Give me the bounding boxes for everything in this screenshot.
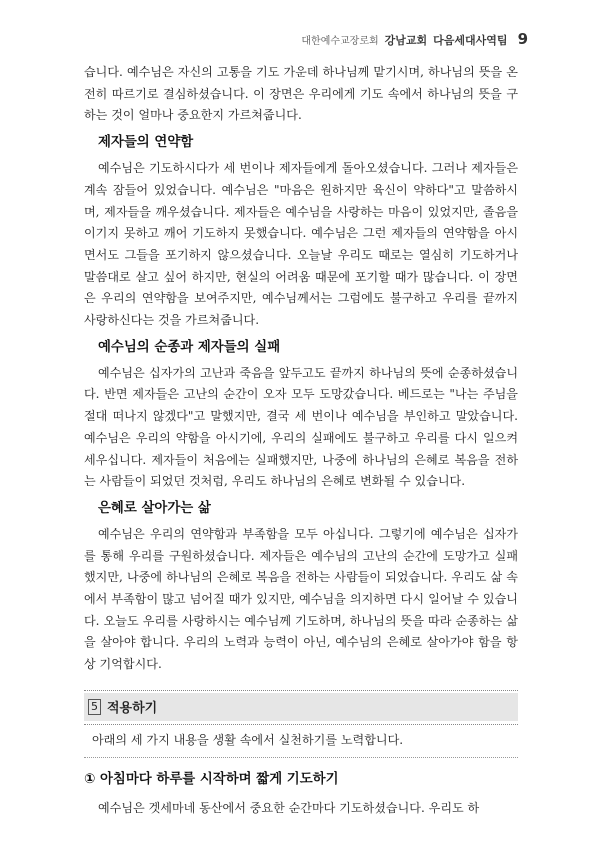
section-paragraph-weakness: 예수님은 기도하시다가 세 번이나 제자들에게 돌아오셨습니다. 그러나 제자들은 계속 잠들어 있었습니다. 예수님은 "마음은 원하지만 육신이 약하다"고 말씀하시며, 제자들을 깨우셨습니다. 제자들은 예수님을 사랑하는 마음이 있었지만, 졸음을 이기지 못하고 깨어 기도하지 못했습니다. 예수님은 그런 제자들의 연약함을 아시면서도 그들을 포기하지 않으셨습니다. 오늘날 우리도 때로는 열심히 기도하거나 말씀대로 살고 싶어 하지만, 현실의 어려움 때문에 포기할 때가 많습니다. 이 장면은 우리의 연약함을 보여주지만, 예수님께서는 그럼에도 불구하고 우리를 끝까지 사랑하신다는 것을 가르쳐줍니다.	[84, 161, 518, 328]
apply-title: 적용하기	[107, 701, 158, 717]
intro-paragraph: 습니다. 예수님은 자신의 고통을 기도 가운데 하나님께 맡기시며, 하나님의 뜻을 온전히 따르기로 결심하셨습니다. 이 장면은 우리에게 기도 속에서 하나님의 뜻을 구하는 것이 얼마나 중요한지 가르쳐줍니다.	[84, 65, 518, 123]
section-heading-grace: 은혜로 살아가는 삶	[98, 500, 211, 516]
header-team: 다음세대사역팀	[433, 34, 508, 47]
page-content	[84, 62, 518, 820]
apply-item-1-title: ① 아침마다 하루를 시작하며 짧게 기도하기	[84, 771, 339, 787]
apply-top-divider	[84, 690, 518, 691]
section-heading-obedience: 예수님의 순종과 제자들의 실패	[98, 339, 281, 355]
apply-section-header	[84, 693, 518, 721]
apply-number-box: 5	[88, 699, 101, 715]
header-org: 대한예수교장로회	[301, 36, 379, 47]
page-number: 9	[517, 30, 528, 48]
apply-item-1-paragraph: 예수님은 겟세마네 동산에서 중요한 순간마다 기도하셨습니다. 우리도 하	[98, 800, 480, 815]
section-paragraph-obedience: 예수님은 십자가의 고난과 죽음을 앞두고도 끝까지 하나님의 뜻에 순종하셨습니다. 반면 제자들은 고난의 순간이 오자 모두 도망갔습니다. 베드로는 "나는 주님을 절대 떠나지 않겠다"고 말했지만, 결국 세 번이나 예수님을 부인하고 말았습니다. 예수님은 우리의 약함을 아시기에, 우리의 실패에도 불구하고 우리를 다시 일으켜 세우십니다. 제자들이 처음에는 실패했지만, 나중에 하나님의 은혜로 복음을 전하는 사람들이 되었던 것처럼, 우리도 하나님의 은혜로 변화될 수 있습니다.	[84, 365, 518, 489]
header-church: 강남교회	[384, 34, 428, 47]
section-heading-weakness: 제자들의 연약함	[98, 135, 194, 151]
section-paragraph-grace: 예수님은 우리의 연약함과 부족함을 모두 아십니다. 그렇기에 예수님은 십자가를 통해 우리를 구원하셨습니다. 제자들은 예수님의 고난의 순간에 도망가고 실패했지만, 나중에 하나님의 은혜로 복음을 전하는 사람들이 되었습니다. 우리도 삶 속에서 부족함이 많고 넘어질 때가 있지만, 예수님을 의지하면 다시 일어날 수 있습니다. 오늘도 우리를 사랑하시는 예수님께 기도하며, 하나님의 뜻을 따라 순종하는 삶을 살아야 합니다. 우리의 노력과 능력이 아닌, 예수님의 은혜로 살아가야 함을 항상 기억합시다.	[84, 526, 518, 672]
apply-instruction-divider	[84, 757, 518, 758]
page-header	[301, 30, 528, 48]
apply-instruction: 아래의 세 가지 내용을 생활 속에서 실천하기를 노력합니다.	[92, 732, 404, 747]
